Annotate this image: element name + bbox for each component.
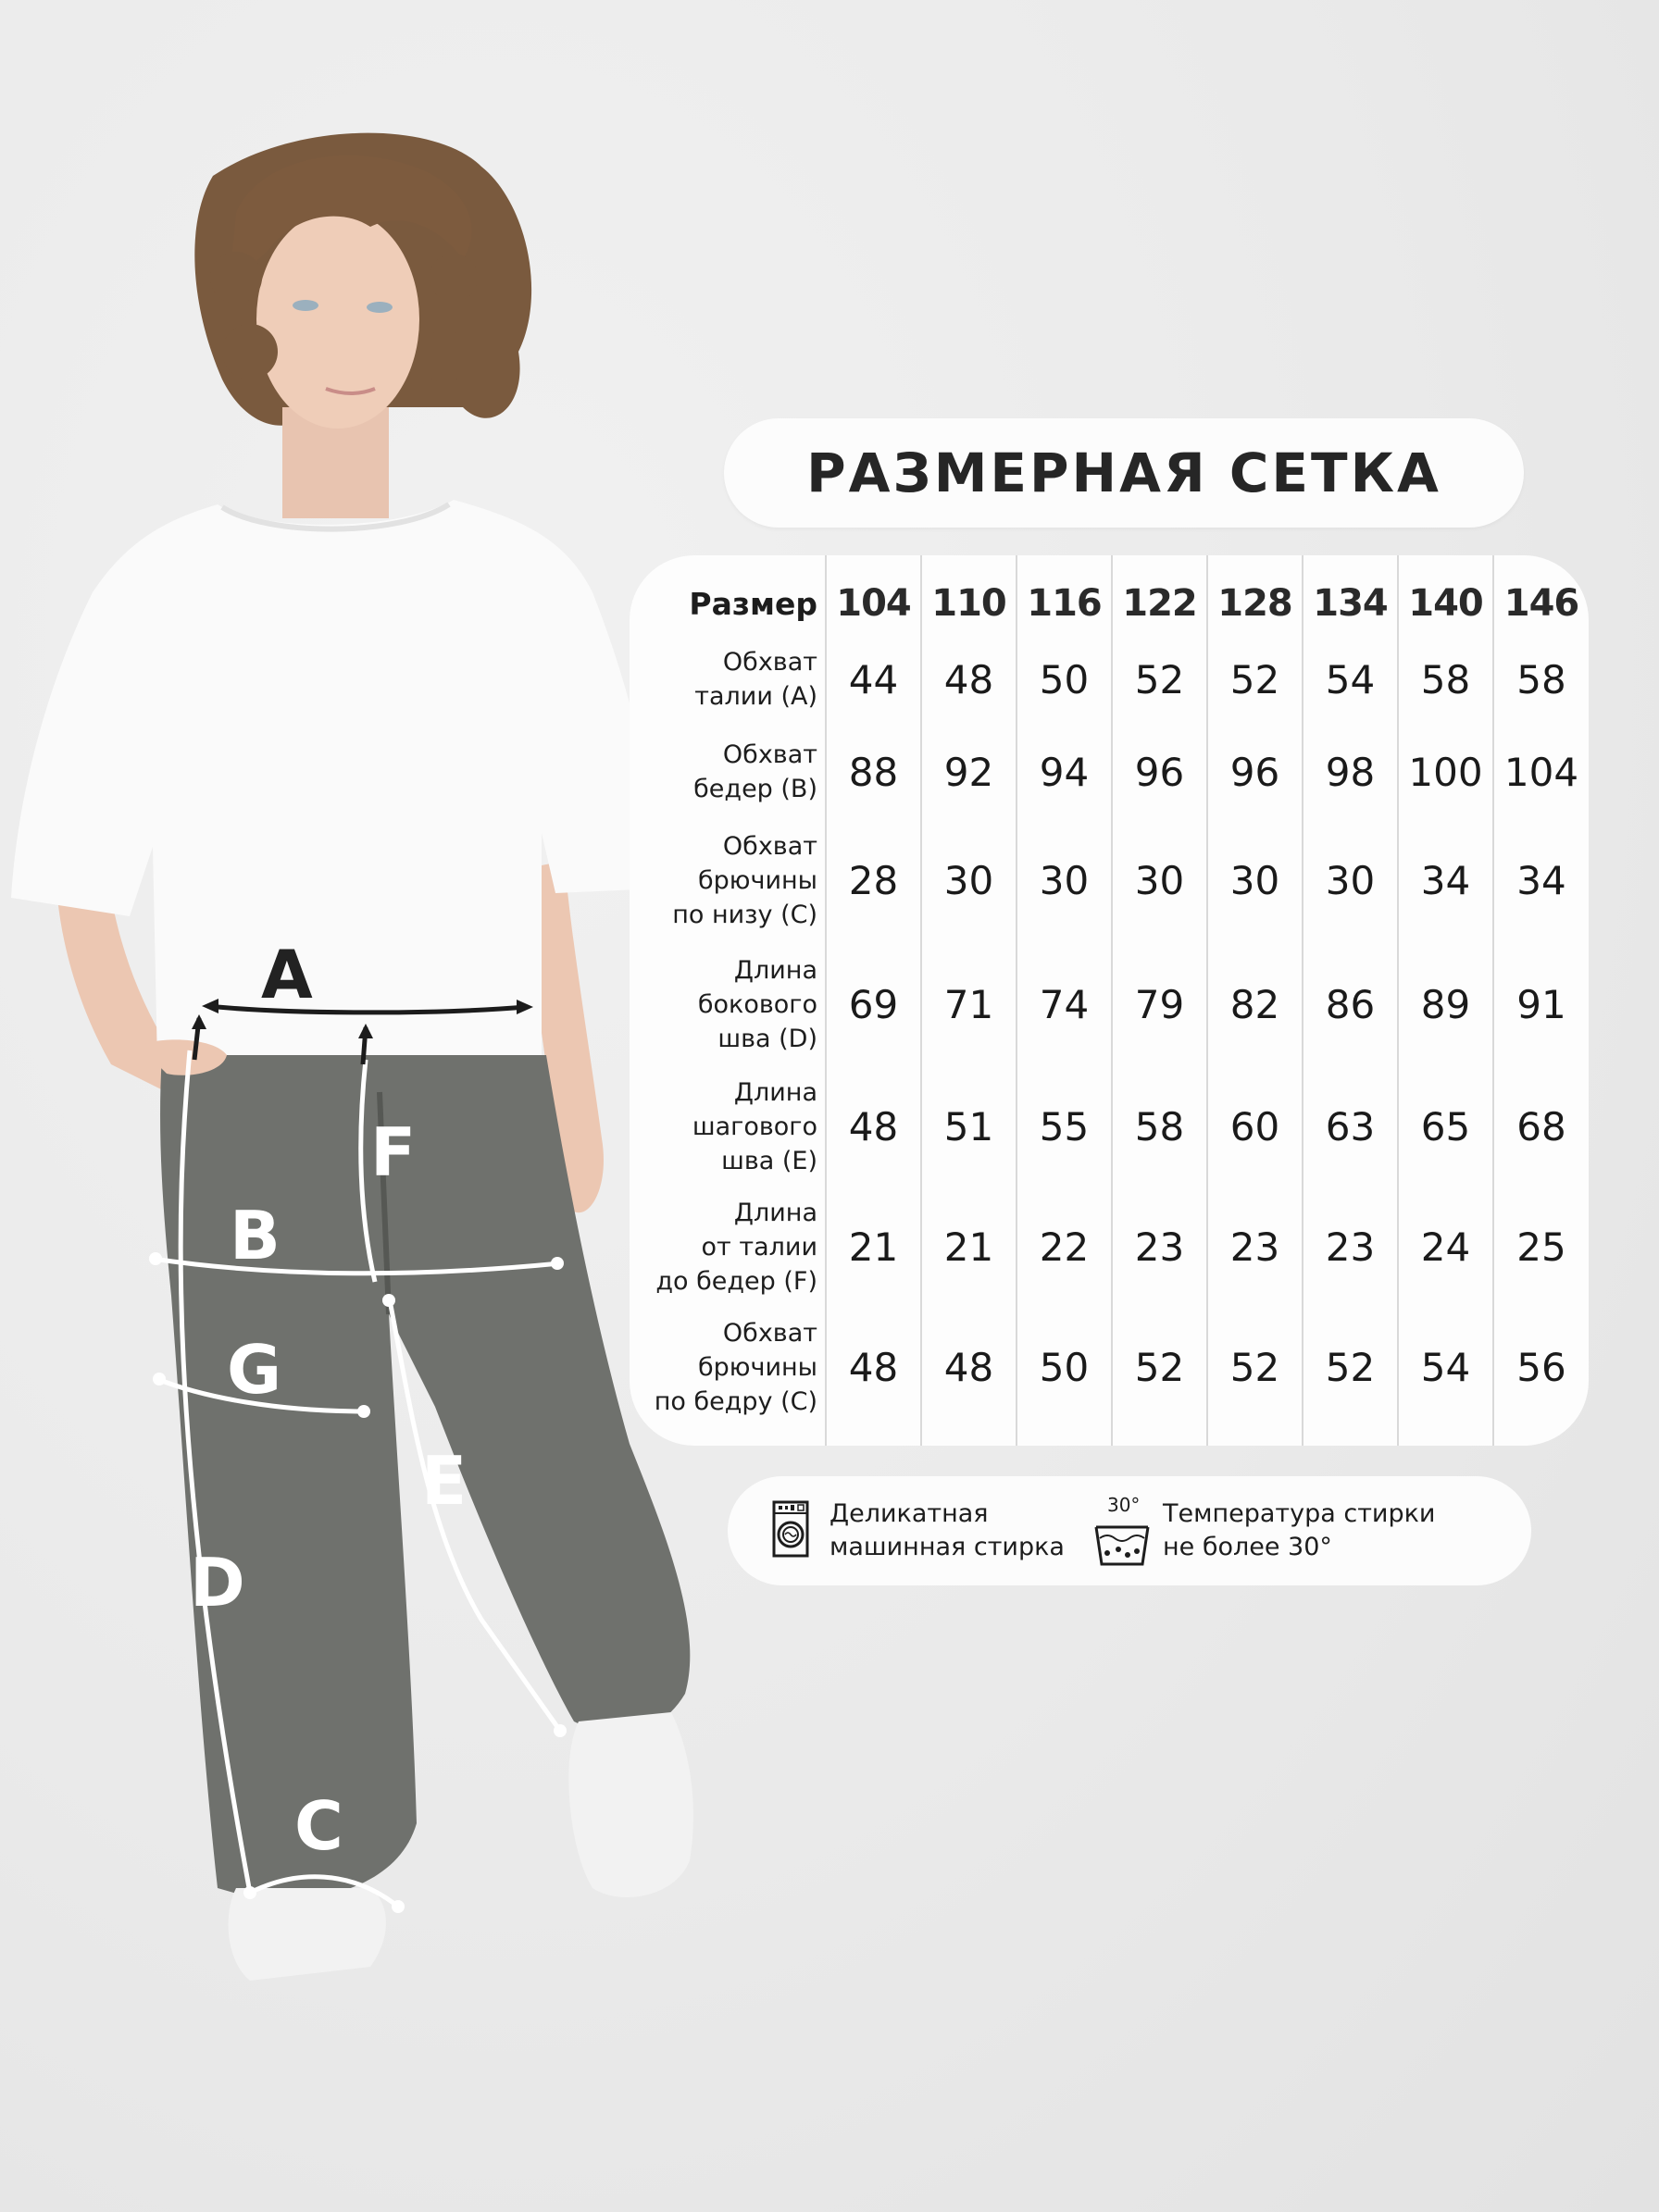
care-instructions bbox=[728, 1476, 1531, 1585]
size-header: 110 bbox=[921, 555, 1017, 633]
table-cell: 94 bbox=[1017, 726, 1112, 818]
marker-b: B bbox=[230, 1197, 281, 1274]
table-row bbox=[630, 818, 1589, 943]
table-cell: 34 bbox=[1398, 818, 1493, 943]
table-cell: 60 bbox=[1207, 1066, 1303, 1187]
table-cell: 52 bbox=[1207, 1307, 1303, 1446]
header-label: Размер bbox=[689, 585, 817, 622]
row-label: Обхват брючины по бедру (С) bbox=[654, 1318, 817, 1416]
table-cell: 71 bbox=[921, 943, 1017, 1066]
marker-e: E bbox=[421, 1442, 468, 1520]
table-cell: 30 bbox=[1017, 818, 1112, 943]
marker-g: G bbox=[227, 1331, 282, 1409]
table-cell: 89 bbox=[1398, 943, 1493, 1066]
table-cell: 34 bbox=[1493, 818, 1589, 943]
wash-temp-label: 30° bbox=[1106, 1494, 1141, 1516]
table-cell: 48 bbox=[921, 633, 1017, 726]
table-cell: 30 bbox=[921, 818, 1017, 943]
table-cell: 25 bbox=[1493, 1187, 1589, 1307]
marker-f: F bbox=[370, 1113, 417, 1191]
row-label: Длина шагового шва (Е) bbox=[692, 1077, 817, 1175]
size-header: 146 bbox=[1493, 555, 1589, 633]
care-item-wash-temperature bbox=[1092, 1496, 1436, 1566]
size-header: 116 bbox=[1017, 555, 1112, 633]
table-cell: 82 bbox=[1207, 943, 1303, 1066]
table-cell: 52 bbox=[1112, 633, 1207, 726]
table-cell: 30 bbox=[1303, 818, 1398, 943]
table-row bbox=[630, 1066, 1589, 1187]
size-header: 128 bbox=[1207, 555, 1303, 633]
table-cell: 100 bbox=[1398, 726, 1493, 818]
table-cell: 92 bbox=[921, 726, 1017, 818]
table-cell: 52 bbox=[1112, 1307, 1207, 1446]
table-cell: 48 bbox=[921, 1307, 1017, 1446]
row-label: Обхват брючины по низу (С) bbox=[672, 832, 817, 929]
size-header: 134 bbox=[1303, 555, 1398, 633]
table-cell: 50 bbox=[1017, 1307, 1112, 1446]
page-title: РАЗМЕРНАЯ СЕТКА bbox=[806, 441, 1441, 504]
care-text-line: Деликатная bbox=[830, 1499, 989, 1528]
table-cell: 50 bbox=[1017, 633, 1112, 726]
table-row bbox=[630, 1307, 1589, 1446]
table-cell: 48 bbox=[826, 1066, 921, 1187]
table-cell: 54 bbox=[1303, 633, 1398, 726]
row-label: Длина от талии до бедер (F) bbox=[655, 1198, 817, 1296]
table-cell: 58 bbox=[1493, 633, 1589, 726]
care-text-line: машинная стирка bbox=[830, 1533, 1065, 1561]
table-cell: 54 bbox=[1398, 1307, 1493, 1446]
table-cell: 58 bbox=[1112, 1066, 1207, 1187]
table-cell: 74 bbox=[1017, 943, 1112, 1066]
care-text-line: не более 30° bbox=[1162, 1533, 1332, 1561]
table-cell: 48 bbox=[826, 1307, 921, 1446]
table-row bbox=[630, 1187, 1589, 1307]
size-header: 140 bbox=[1398, 555, 1493, 633]
table-cell: 52 bbox=[1207, 633, 1303, 726]
table-cell: 98 bbox=[1303, 726, 1398, 818]
table-row bbox=[630, 726, 1589, 818]
table-cell: 88 bbox=[826, 726, 921, 818]
table-cell: 63 bbox=[1303, 1066, 1398, 1187]
table-cell: 30 bbox=[1207, 818, 1303, 943]
table-cell: 24 bbox=[1398, 1187, 1493, 1307]
size-header: 104 bbox=[826, 555, 921, 633]
table-cell: 52 bbox=[1303, 1307, 1398, 1446]
table-row bbox=[630, 633, 1589, 726]
table-cell: 91 bbox=[1493, 943, 1589, 1066]
table-cell: 30 bbox=[1112, 818, 1207, 943]
marker-d: D bbox=[190, 1544, 245, 1622]
table-cell: 56 bbox=[1493, 1307, 1589, 1446]
washing-machine-icon bbox=[772, 1500, 809, 1561]
marker-a: A bbox=[261, 936, 313, 1013]
table-cell: 96 bbox=[1112, 726, 1207, 818]
table-header-row bbox=[630, 555, 1589, 633]
table-cell: 86 bbox=[1303, 943, 1398, 1066]
wash-30-icon bbox=[1092, 1496, 1152, 1566]
table-cell: 68 bbox=[1493, 1066, 1589, 1187]
table-row bbox=[630, 943, 1589, 1066]
table-cell: 58 bbox=[1398, 633, 1493, 726]
marker-c: C bbox=[294, 1787, 343, 1865]
table-cell: 104 bbox=[1493, 726, 1589, 818]
title-banner bbox=[724, 418, 1524, 528]
table-cell: 23 bbox=[1303, 1187, 1398, 1307]
table-cell: 22 bbox=[1017, 1187, 1112, 1307]
row-label: Длина бокового шва (D) bbox=[697, 956, 817, 1053]
table-cell: 55 bbox=[1017, 1066, 1112, 1187]
table-cell: 23 bbox=[1112, 1187, 1207, 1307]
row-label: Обхват бедер (В) bbox=[693, 740, 817, 803]
table-cell: 28 bbox=[826, 818, 921, 943]
table-cell: 65 bbox=[1398, 1066, 1493, 1187]
care-item-delicate-wash bbox=[772, 1497, 1065, 1564]
table-cell: 21 bbox=[921, 1187, 1017, 1307]
table-cell: 96 bbox=[1207, 726, 1303, 818]
table-cell: 44 bbox=[826, 633, 921, 726]
table-cell: 69 bbox=[826, 943, 921, 1066]
table-cell: 21 bbox=[826, 1187, 921, 1307]
care-text-line: Температура стирки bbox=[1162, 1499, 1436, 1528]
size-chart-table bbox=[630, 555, 1589, 1446]
table-cell: 23 bbox=[1207, 1187, 1303, 1307]
size-header: 122 bbox=[1112, 555, 1207, 633]
row-label: Обхват талии (А) bbox=[694, 648, 817, 711]
table-cell: 51 bbox=[921, 1066, 1017, 1187]
table-cell: 79 bbox=[1112, 943, 1207, 1066]
